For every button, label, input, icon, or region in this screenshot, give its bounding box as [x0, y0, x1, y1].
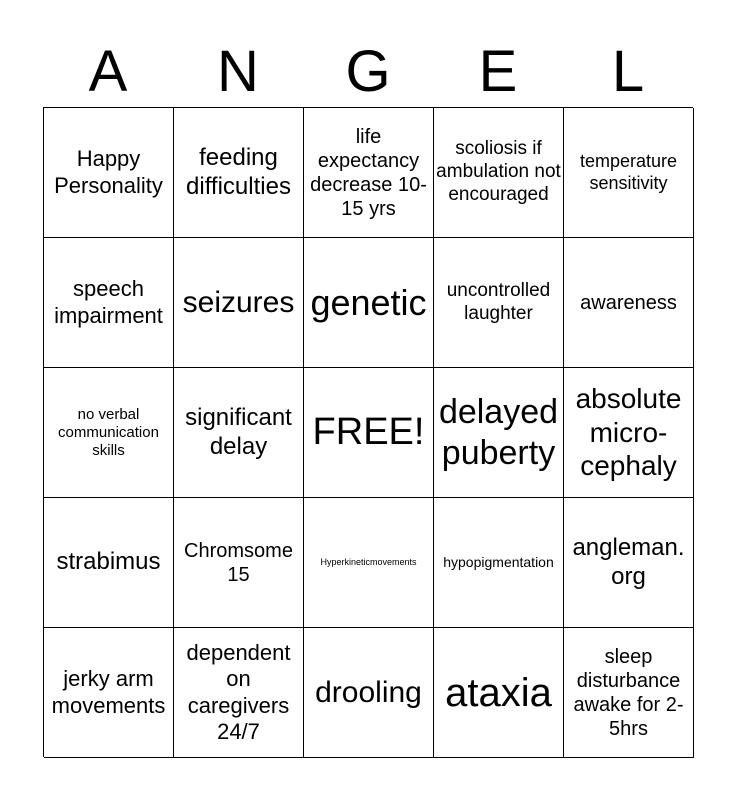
cell-text: genetic [310, 281, 427, 323]
cell-text: life expectancy decrease 10-15 yrs [310, 125, 427, 220]
bingo-cell[interactable] [174, 628, 304, 758]
bingo-cell[interactable] [304, 108, 434, 238]
cell-text: jerky arm movements [51, 666, 166, 718]
bingo-cell[interactable] [174, 368, 304, 498]
bingo-header [43, 38, 693, 106]
bingo-cell[interactable] [174, 498, 304, 628]
header-letter-g: G [345, 39, 391, 104]
header-letter-l: L [611, 39, 645, 104]
cell-text: Happy Personality [54, 146, 163, 198]
bingo-cell[interactable] [44, 498, 174, 628]
cell-text: feeding difficulties [186, 143, 291, 200]
cell-text: Hyperkineticmovements [320, 557, 417, 568]
bingo-cell[interactable] [434, 238, 564, 368]
cell-text: speech impairment [54, 276, 163, 328]
bingo-cell[interactable] [174, 238, 304, 368]
bingo-cell[interactable] [564, 238, 694, 368]
cell-text: hypopigmentation [443, 554, 554, 571]
bingo-cell[interactable] [304, 498, 434, 628]
cell-text: dependent on caregivers 24/7 [186, 639, 291, 744]
cell-text: uncontrolled laughter [446, 279, 551, 324]
cell-text: no verbal communication skills [58, 405, 159, 459]
header-letter-n: N [217, 39, 259, 104]
bingo-cell[interactable] [564, 368, 694, 498]
bingo-cell[interactable] [304, 238, 434, 368]
cell-text: angleman. org [572, 533, 685, 590]
bingo-cell[interactable] [434, 108, 564, 238]
bingo-cell[interactable] [44, 238, 174, 368]
cell-text: delayed puberty [438, 392, 559, 472]
bingo-cell[interactable] [564, 628, 694, 758]
cell-text: Chromsome 15 [184, 539, 293, 586]
bingo-cell[interactable] [44, 628, 174, 758]
bingo-cell[interactable] [564, 498, 694, 628]
cell-text: drooling [315, 675, 422, 709]
cell-text: seizures [182, 285, 295, 319]
cell-text: temperature sensitivity [579, 150, 678, 193]
header-letter-e: E [478, 39, 518, 104]
cell-text: sleep disturbance awake for 2-5hrs [573, 645, 684, 740]
bingo-cell[interactable] [174, 108, 304, 238]
free-space-label: FREE! [312, 410, 425, 453]
bingo-cell[interactable] [434, 498, 564, 628]
bingo-cell[interactable] [434, 368, 564, 498]
bingo-cell[interactable] [304, 628, 434, 758]
header-letter-a: A [88, 39, 128, 104]
cell-text: significant delay [185, 403, 292, 460]
cell-text: strabimus [56, 548, 161, 576]
cell-text: absolute micro-cephaly [575, 383, 682, 482]
cell-text: scoliosis if ambulation not encouraged [436, 138, 561, 205]
bingo-cell[interactable] [564, 108, 694, 238]
cell-text: ataxia [445, 670, 552, 715]
bingo-cell[interactable] [44, 108, 174, 238]
cell-text: awareness [580, 291, 677, 314]
bingo-cell[interactable] [304, 368, 434, 498]
bingo-board [43, 107, 693, 757]
bingo-cell[interactable] [44, 368, 174, 498]
bingo-cell[interactable] [434, 628, 564, 758]
